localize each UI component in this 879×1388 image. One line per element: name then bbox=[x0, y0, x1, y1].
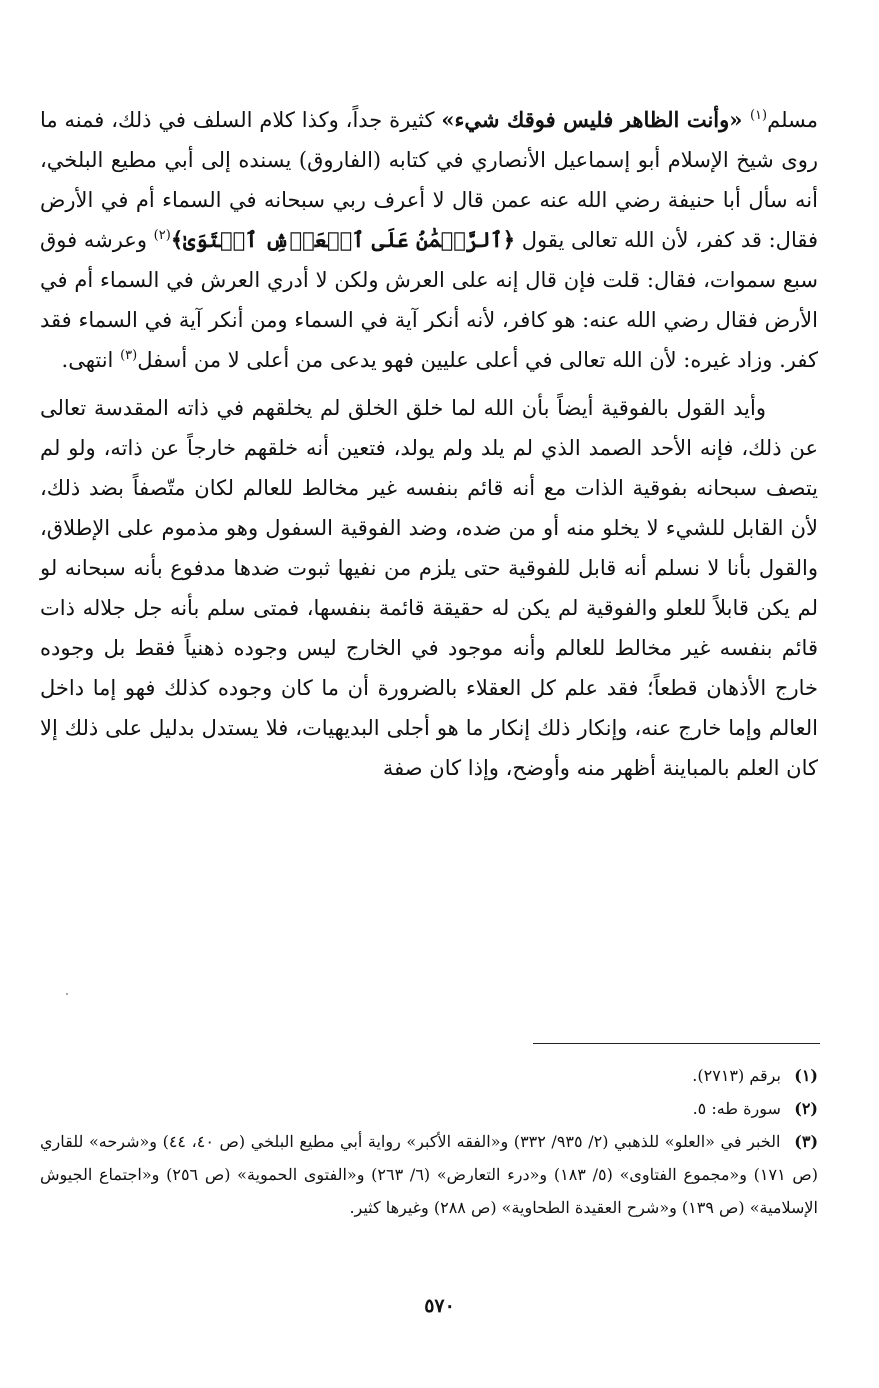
text-segment: وأيد القول بالفوقية أيضاً بأن الله لما خلق الخلق لم يخلقهم في ذاته المقدسة تعالى عن ذلك، فإنه الأحد الصمد الذي لم يلد ولم يولد، فتعين أنه خلقهم خارجاً عن ذاته، ولو لم يتصف سبحانه بفوقية الذات مع أنه قائم بنفسه غير مخالط للعالم لكان متّصفاً بضد ذلك، لأن القابل للشيء لا يخلو منه أو من ضده، وضد الفوقية السفول وهو مذموم على الإطلاق، والقول بأنا لا نسلم أنه قابل للفوقية حتى يلزم من نفيها ثبوت ضدها مدفوع بأنه سبحانه لو لم يكن قابلاً للعلو والفوقية لم يكن له حقيقة قائمة بنفسها، فمتى سلم بأنه جل جلاله ذات قائم بنفسه غير مخالط للعالم وأنه موجود في الخارج ليس وجوده ذهنياً فقط بل وجوده خارج الأذهان قطعاً؛ فقد علم كل العقلاء بالضرورة أن ما كان وجوده كذلك فهو إما داخل العالم وإما خارج عنه، وإنكار ذلك إنكار ما هو أجلى البديهيات، فلا يستدل بدليل على ذلك إلا كان العلم بالمباينة أظهر منه وأوضح، وإذا كان صفة bbox=[40, 396, 818, 780]
footnote-divider bbox=[533, 1043, 820, 1044]
footnote-text: برقم (٢٧١٣). bbox=[692, 1066, 781, 1085]
hadith-quote: «وأنت الظاهر فليس فوقك شيء» bbox=[441, 107, 750, 132]
main-text bbox=[40, 100, 818, 788]
footnote-1 bbox=[40, 1059, 818, 1092]
paragraph-2 bbox=[40, 388, 818, 788]
footnote-text: الخبر في «العلو» للذهبي (٢/ ٩٣٥/ ٣٣٢) و«الفقه الأكبر» رواية أبي مطيع البلخي (ص ٤٠، ٤٤) و«شرحه» للقاري (ص ١٧١) و«مجموع الفتاوى» (٥/ ١٨٣) و«درء التعارض» (٦/ ٢٦٣) و«الفتوى الحموية» (ص ٢٥٦) و«اجتماع الجيوش الإسلامية» (ص ١٣٩) و«شرح العقيدة الطحاوية» (ص ٢٨٨) وغيرها كثير. bbox=[40, 1132, 819, 1217]
page-number: ٥٧٠ bbox=[424, 1295, 455, 1317]
footnote-ref-1: (١) bbox=[749, 108, 768, 123]
text-segment: وعرشه فوق سبع سموات، فقال: قلت فإن قال إنه على العرش ولكن لا أدري العرش في السماء أم في الأرض فقال رضي الله عنه: هو كافر، لأنه أنكر آية في السماء ومن أنكر آية في السماء فقد كفر. وزاد غيره: لأن الله تعالى في أعلى عليين فهو يدعى من أعلى لا من أسفل bbox=[40, 228, 818, 372]
footnote-number: (٣) bbox=[794, 1132, 819, 1151]
text-segment: مسلم bbox=[767, 108, 819, 132]
footnote-number: (١) bbox=[794, 1066, 818, 1085]
footnote-ref-3: (٣) bbox=[120, 348, 138, 363]
quran-verse: ﴿ٱلرَّحۡمَٰنُ عَلَى ٱلۡعَرۡشِ ٱسۡتَوَىٰ﴾ bbox=[170, 227, 516, 252]
footnote-number: (٢) bbox=[794, 1099, 818, 1118]
scan-speck bbox=[66, 993, 68, 995]
footnote-text: سورة طه: ٥. bbox=[692, 1099, 781, 1118]
footnotes bbox=[40, 1059, 818, 1224]
text-segment: كثيرة جداً، وكذا كلام السلف في ذلك، فمنه ما روى شيخ الإسلام أبو إسماعيل الأنصاري في كتابه (الفاروق) يسنده إلى أبي مطيع البلخي، أنه سأل أبا حنيفة رضي الله عنه عمن قال لا أعرف ربي سبحانه في السماء أم في الأرض فقال: قد كفر، لأن الله تعالى يقول bbox=[40, 108, 819, 252]
footnote-ref-2: (٢) bbox=[153, 228, 171, 243]
footnote-3 bbox=[40, 1125, 818, 1224]
footnote-2 bbox=[40, 1092, 818, 1125]
text-segment: انتهى. bbox=[61, 348, 121, 372]
paragraph-1 bbox=[40, 100, 818, 380]
